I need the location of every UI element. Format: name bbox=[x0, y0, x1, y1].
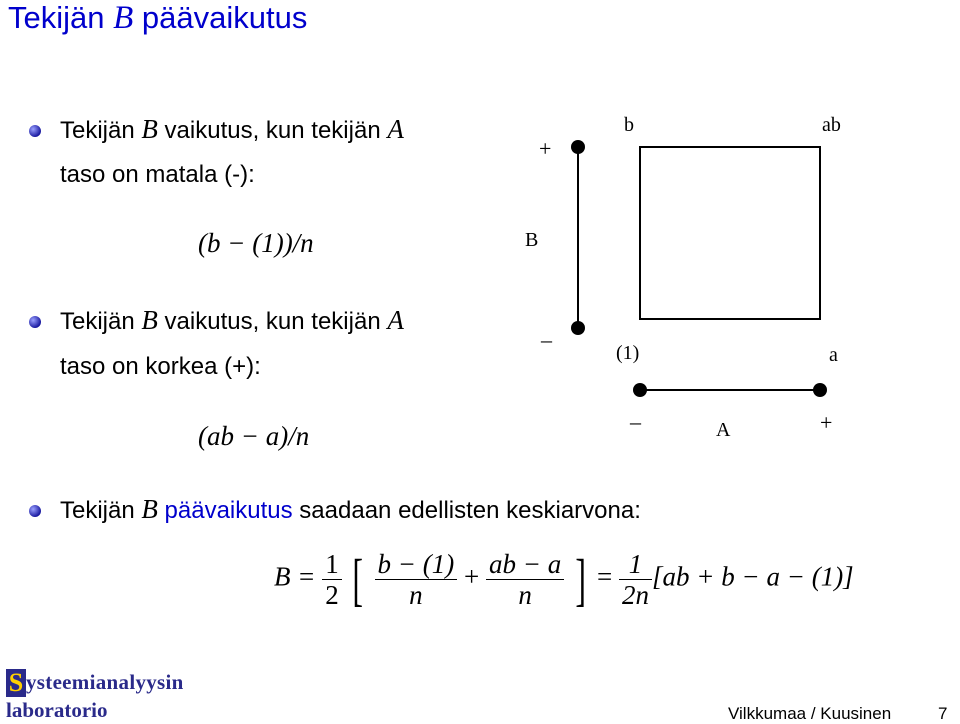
bullet-3-line-1: Tekijän B päävaikutus saadaan edellisten keskiarvona: bbox=[60, 494, 641, 524]
bullet-1-line-1: Tekijän B vaikutus, kun tekijän A bbox=[60, 114, 404, 144]
label-A-plus: + bbox=[820, 410, 833, 435]
lab-logo-mark: S bbox=[6, 669, 26, 697]
fraction-low: $\frac{b - (1)}{n}$ bbox=[375, 549, 458, 610]
footer-authors: Vilkkumaa / Kuusinen bbox=[728, 704, 892, 723]
plus-sign: + bbox=[464, 561, 480, 592]
bullet-1-line-2: taso on matala (-): bbox=[60, 161, 255, 188]
equation-rhs: [ab + b − a − (1)] bbox=[652, 561, 854, 592]
fraction-high: $\frac{ab - a}{n}$ bbox=[486, 549, 564, 610]
bullet-2-line-1: Tekijän B vaikutus, kun tekijän A bbox=[60, 305, 404, 335]
label-b: b bbox=[624, 114, 634, 136]
left-bracket: [ bbox=[352, 547, 364, 612]
b-low-dot bbox=[571, 321, 585, 335]
equation-lhs: B = bbox=[274, 561, 316, 592]
equals-sign: = bbox=[597, 561, 613, 592]
label-B-plus: + bbox=[539, 136, 552, 161]
bullet-2-line-2: taso on korkea (+): bbox=[60, 353, 261, 380]
formula-high: (ab − a)/n bbox=[198, 421, 310, 451]
label-factor-B: B bbox=[525, 229, 539, 251]
lab-logo-line-1: ysteemianalyysin bbox=[26, 670, 184, 694]
a-low-dot bbox=[633, 383, 647, 397]
label-ab: ab bbox=[822, 114, 841, 136]
label-A-minus: – bbox=[630, 409, 641, 434]
b-high-dot bbox=[571, 140, 585, 154]
page-number: 7 bbox=[938, 704, 948, 723]
label-one: (1) bbox=[616, 342, 640, 364]
fraction-half: $\frac{1}{2}$ bbox=[322, 549, 342, 610]
label-factor-A: A bbox=[716, 419, 731, 441]
right-bracket: ] bbox=[575, 547, 586, 612]
a-high-dot bbox=[813, 383, 827, 397]
fraction-1-over-2n: $\frac{1}{2n}$ bbox=[619, 549, 652, 610]
formula-low: (b − (1))/n bbox=[198, 228, 314, 258]
slide-title: Tekijän B päävaikutus bbox=[8, 0, 308, 36]
label-B-minus: – bbox=[541, 327, 552, 352]
design-square bbox=[640, 147, 820, 319]
label-a: a bbox=[829, 344, 838, 366]
lab-logo-line-2: laboratorio bbox=[6, 698, 108, 722]
